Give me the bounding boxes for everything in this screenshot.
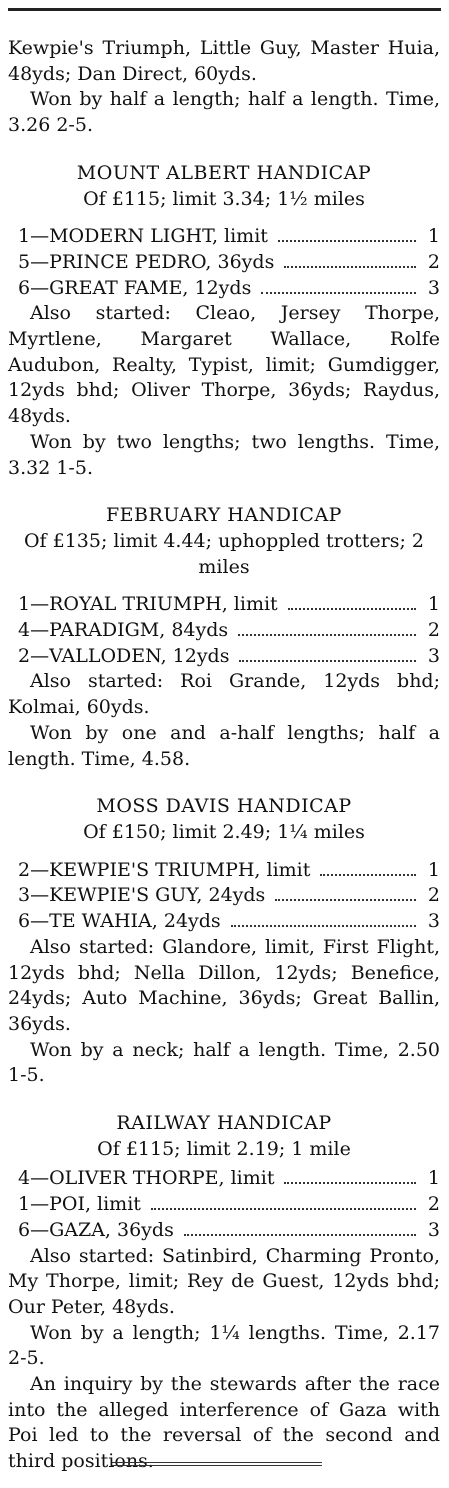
- leader-dots: [320, 874, 416, 876]
- placing-row: [8, 858, 440, 884]
- previous-race-margin: Won by half a length; half a length. Time, 3.26 2-5.: [8, 88, 440, 137]
- leader-dots: [284, 1182, 416, 1184]
- finish-place: 3: [427, 644, 440, 667]
- placing-row: [8, 592, 440, 618]
- race-title: RAILWAY HANDICAP: [116, 1112, 332, 1135]
- finish-place: 2: [427, 884, 440, 907]
- race-february-handicap: [8, 503, 440, 772]
- race-moss-davis-handicap: [8, 794, 440, 1089]
- winning-margin: Won by one and a-half lengths; half a length. Time, 4.58.: [8, 721, 440, 770]
- race-title: MOUNT ALBERT HANDICAP: [76, 161, 372, 184]
- winning-margin: Won by two lengths; two lengths. Time, 3.32 1-5.: [8, 430, 440, 479]
- finish-place: 1: [427, 1167, 440, 1190]
- leader-dots: [184, 1234, 416, 1236]
- race-conditions: Of £115; limit 2.19; 1 mile: [97, 1137, 351, 1160]
- finish-place: 2: [427, 1193, 440, 1216]
- race-railway-handicap: [8, 1111, 440, 1475]
- placing-row: [8, 909, 440, 935]
- winning-margin: Won by a neck; half a length. Time, 2.50 1-5.: [8, 1038, 440, 1087]
- finish-place: 3: [427, 276, 440, 299]
- also-started: Also started: Glandore, limit, First Flight, 12yds bhd; Nella Dillon, 12yds; Benefice, 24yds; Auto Machine, 36yds; Great Ballin, 36yds.: [8, 935, 440, 1035]
- finish-place: 1: [427, 593, 440, 616]
- horse-entry: 6—GAZA, 36yds: [18, 1218, 174, 1241]
- leader-dots: [284, 266, 416, 268]
- race-conditions: Of £135; limit 4.44; uphoppled trotters; 2 miles: [23, 529, 425, 578]
- leader-dots: [151, 1208, 416, 1210]
- placings-list: [8, 1166, 440, 1243]
- race-mount-albert-handicap: [8, 161, 440, 481]
- stewards-inquiry-note: An inquiry by the stewards after the race into the alleged interference of Gaza with Poi led to the reversal of the second and third positions.: [8, 1373, 440, 1473]
- placing-row: [8, 250, 440, 276]
- finish-place: 1: [427, 858, 440, 881]
- placing-row: [8, 883, 440, 909]
- race-conditions: Of £115; limit 3.34; 1½ miles: [83, 187, 365, 210]
- placing-row: [8, 1192, 440, 1218]
- placing-row: [8, 644, 440, 670]
- finish-place: 3: [427, 910, 440, 933]
- leader-dots: [275, 899, 416, 901]
- horse-entry: 6—GREAT FAME, 12yds: [18, 276, 252, 299]
- placings-list: [8, 224, 440, 301]
- horse-entry: 4—OLIVER THORPE, limit: [18, 1167, 275, 1190]
- finish-place: 2: [427, 250, 440, 273]
- horse-entry: 1—MODERN LIGHT, limit: [18, 225, 268, 248]
- finish-place: 2: [427, 619, 440, 642]
- placings-list: [8, 858, 440, 935]
- winning-margin: Won by a length; 1¼ lengths. Time, 2.17 2-5.: [8, 1321, 440, 1370]
- horse-entry: 6—TE WAHIA, 24yds: [18, 910, 221, 933]
- horse-entry: 4—PARADIGM, 84yds: [18, 619, 229, 642]
- race-title: FEBRUARY HANDICAP: [106, 504, 342, 527]
- leader-dots: [239, 660, 416, 662]
- leader-dots: [238, 634, 416, 636]
- horse-entry: 2—VALLODEN, 12yds: [18, 644, 230, 667]
- placing-row: [8, 618, 440, 644]
- also-started: Also started: Cleao, Jersey Thorpe, Myrtlene, Margaret Wallace, Rolfe Audubon, Realty, Typist, limit; Gumdigger, 12yds bhd; Oliver Thorpe, 36yds; Raydus, 48yds.: [8, 302, 440, 428]
- also-started: Also started: Roi Grande, 12yds bhd; Kolmai, 60yds.: [8, 670, 440, 719]
- leader-dots: [288, 608, 416, 610]
- placing-row: [8, 276, 440, 302]
- race-title: MOSS DAVIS HANDICAP: [96, 795, 352, 818]
- race-results-column: [8, 36, 440, 1475]
- placing-row: [8, 1218, 440, 1244]
- placing-row: [8, 224, 440, 250]
- horse-entry: 1—ROYAL TRIUMPH, limit: [18, 593, 278, 616]
- placing-row: [8, 1166, 440, 1192]
- carryover-paragraph: Kewpie's Triumph, Little Guy, Master Huia, 48yds; Dan Direct, 60yds.: [8, 37, 440, 85]
- finish-place: 1: [427, 225, 440, 248]
- leader-dots: [261, 292, 416, 294]
- horse-entry: 5—PRINCE PEDRO, 36yds: [18, 250, 275, 273]
- finish-place: 3: [427, 1218, 440, 1241]
- bottom-divider: [112, 1462, 322, 1466]
- horse-entry: 1—POI, limit: [18, 1193, 141, 1216]
- placings-list: [8, 592, 440, 669]
- also-started: Also started: Satinbird, Charming Pronto, My Thorpe, limit; Rey de Guest, 12yds bhd; Our Peter, 48yds.: [8, 1244, 440, 1318]
- leader-dots: [278, 240, 416, 242]
- top-divider: [8, 8, 441, 11]
- horse-entry: 2—KEWPIE'S TRIUMPH, limit: [18, 858, 311, 881]
- race-conditions: Of £150; limit 2.49; 1¼ miles: [83, 820, 365, 843]
- leader-dots: [231, 925, 416, 927]
- horse-entry: 3—KEWPIE'S GUY, 24yds: [18, 884, 266, 907]
